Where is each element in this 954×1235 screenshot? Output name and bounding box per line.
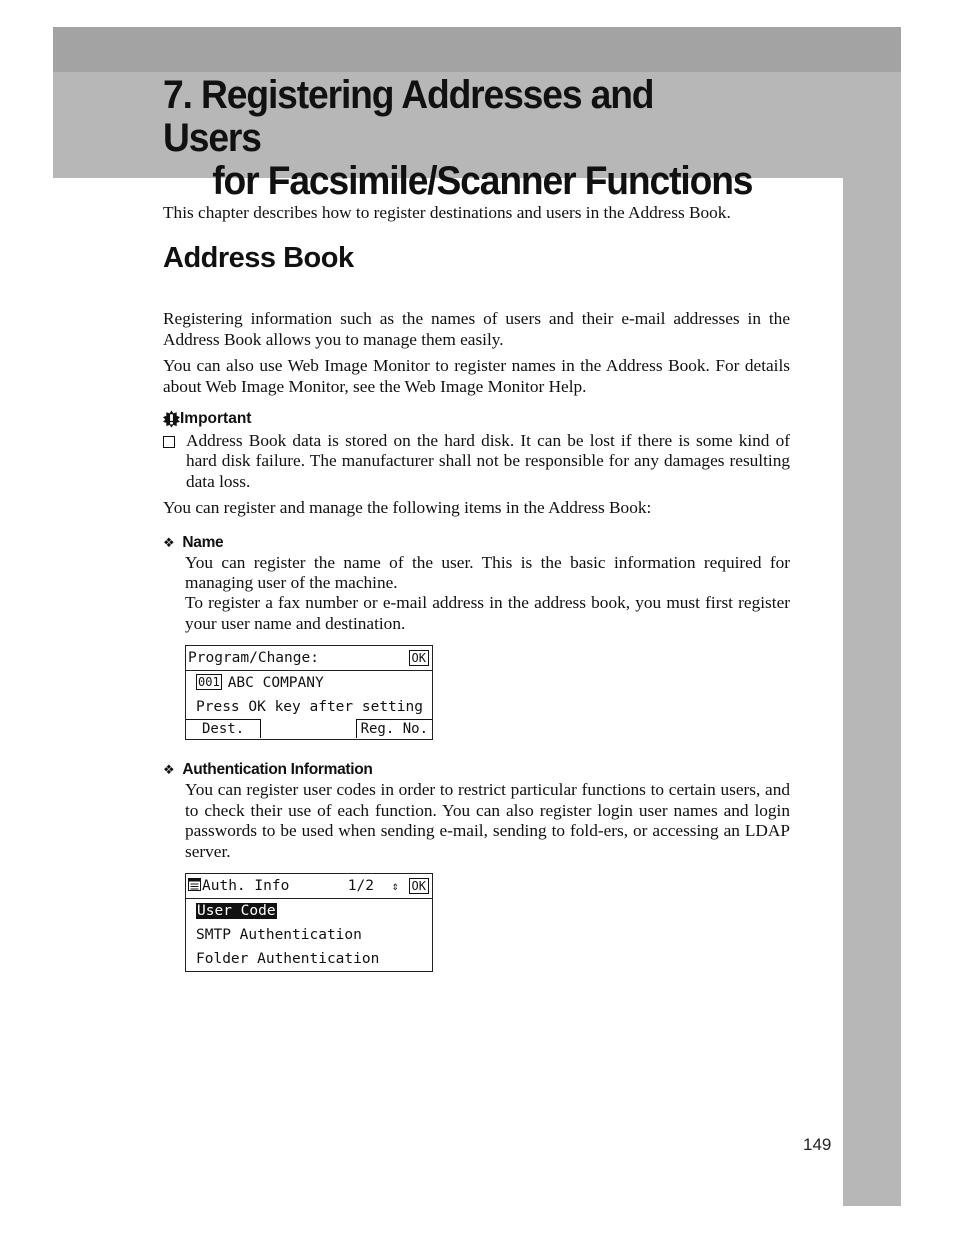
lcd-entry-row xyxy=(186,671,432,695)
items-intro: You can register and manage the following items in the Address Book: xyxy=(163,498,652,518)
lcd-option-row xyxy=(186,923,432,947)
chapter-intro: This chapter describes how to register destinations and users in the Address Book. xyxy=(163,203,731,222)
important-note xyxy=(163,431,790,492)
lcd-pager: 1/2 xyxy=(347,877,374,894)
important-badge-icon xyxy=(163,410,180,428)
chapter-title-line2: for Facsimile/Scanner Functions xyxy=(212,159,753,203)
lcd-softkeys xyxy=(186,719,432,739)
item-body-name xyxy=(185,553,790,635)
lcd-message: Press OK key after setting xyxy=(196,699,423,716)
lcd-reg-number: 001 xyxy=(198,675,220,690)
lcd-title-row xyxy=(186,874,432,899)
item-body-auth xyxy=(185,780,790,862)
lcd-screen-auth-info xyxy=(185,873,433,972)
item-heading-label: Authentication Information xyxy=(182,761,373,779)
section-heading: Address Book xyxy=(163,242,354,275)
item-heading-auth xyxy=(163,760,790,780)
side-thumb-tab xyxy=(843,178,901,1206)
page-number: 149 xyxy=(803,1135,832,1154)
lcd-title: Auth. Info xyxy=(202,877,290,894)
chapter-title-line1: 7. Registering Addresses and Users xyxy=(163,73,654,160)
important-note-text: Address Book data is stored on the hard disk. It can be lost if there is some kind of hard disk failure. The manufacturer shall not be responsible for any damages resulting data loss. xyxy=(186,431,790,491)
page-content xyxy=(163,203,790,972)
section-paragraph-1: Registering information such as the names of users and their e-mail addresses in the Address Book allows you to manage them easily. xyxy=(163,309,790,349)
diamond-bullet-icon: ❖ xyxy=(163,534,175,550)
lcd-screen-program-change xyxy=(185,645,433,740)
lcd-option-selected: User Code xyxy=(197,902,276,919)
important-label: Important xyxy=(180,410,252,428)
chapter-title xyxy=(163,74,758,203)
important-heading xyxy=(163,409,790,429)
note-checkbox-icon xyxy=(163,436,175,448)
item-heading-label: Name xyxy=(182,533,224,551)
chapter-header-strip xyxy=(53,27,901,72)
item-body-text: To register a fax number or e-mail address in the address book, you must first register your user name and destination. xyxy=(185,593,790,633)
item-body-text: You can register the name of the user. This is the basic information required for managing user of the machine. xyxy=(185,552,790,593)
lcd-option: SMTP Authentication xyxy=(196,926,362,943)
lcd-option-row xyxy=(186,899,432,923)
lcd-title: Program/Change: xyxy=(188,650,319,667)
list-icon xyxy=(188,878,201,891)
item-heading-name xyxy=(163,533,790,553)
lcd-message-row xyxy=(186,695,432,719)
lcd-dest-softkey: Dest. xyxy=(186,719,261,738)
lcd-ok-key: OK xyxy=(409,878,429,894)
lcd-option-row xyxy=(186,947,432,971)
lcd-ok-key: OK xyxy=(409,650,429,666)
diamond-bullet-icon: ❖ xyxy=(163,762,175,778)
lcd-entry-name: ABC COMPANY xyxy=(227,675,324,692)
lcd-reg-no-softkey: Reg. No. xyxy=(356,719,432,738)
up-down-arrow-icon: ⇕ xyxy=(391,878,399,893)
lcd-title-row xyxy=(186,646,432,671)
lcd-option: Folder Authentication xyxy=(196,950,380,967)
item-body-text: You can register user codes in order to restrict particular functions to certain users, and to check their use of each function. You can also register login user names and login passwords to be used when sending e-mail, sending to fold-ers, or accessing an LDAP server. xyxy=(185,780,790,861)
section-paragraph-2: You can also use Web Image Monitor to register names in the Address Book. For details about Web Image Monitor, see the Web Image Monitor Help. xyxy=(163,356,790,396)
